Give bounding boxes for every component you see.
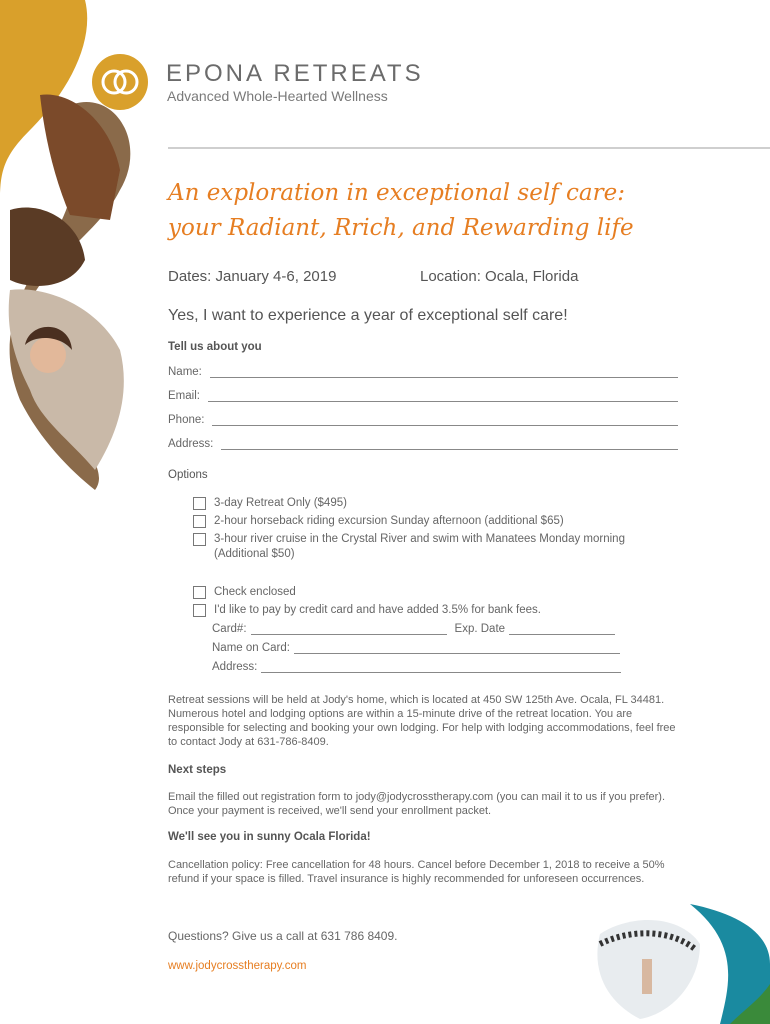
- name-on-card-label: Name on Card:: [212, 642, 290, 654]
- option-label: 2-hour horseback riding excursion Sunday afternoon (additional $65): [214, 515, 564, 527]
- exp-date-input-line[interactable]: [509, 622, 615, 635]
- option-label: Check enclosed: [214, 586, 296, 598]
- card-number-field[interactable]: [212, 622, 615, 635]
- name-label: Name:: [168, 366, 202, 378]
- card-address-input-line[interactable]: [261, 660, 621, 673]
- option-credit-card[interactable]: [193, 603, 644, 618]
- option-label: 3-hour river cruise in the Crystal River and swim with Manatees Monday morning (Additional $50): [214, 533, 625, 560]
- brand-name: EPONA RETREATS: [166, 60, 424, 87]
- option-horseback[interactable]: [193, 514, 644, 529]
- card-address-field[interactable]: [212, 660, 621, 673]
- event-dates: Dates: January 4-6, 2019: [168, 268, 337, 285]
- card-number-input-line[interactable]: [251, 622, 447, 635]
- checkbox[interactable]: [193, 586, 206, 599]
- header-divider: [168, 147, 770, 149]
- questions-contact: Questions? Give us a call at 631 786 8409.: [168, 929, 398, 943]
- retreat-info-paragraph: Retreat sessions will be held at Jody's home, which is located at 450 SW 125th Ave. Ocala, FL 34481. Numerous hotel and lodging options are within a 15-minute drive of the retreat location. You are responsible for selecting and booking your own lodging. For help with lodging accommodations, feel free to contact Jody at 631-786-8409.: [168, 694, 676, 748]
- epona-logo-icon: [92, 54, 148, 110]
- phone-input-line[interactable]: [212, 413, 678, 426]
- email-label: Email:: [168, 390, 200, 402]
- address-label: Address:: [168, 438, 214, 450]
- name-on-card-input-line[interactable]: [294, 641, 620, 654]
- name-field[interactable]: [168, 360, 678, 378]
- phone-field[interactable]: [168, 408, 678, 426]
- phone-label: Phone:: [168, 414, 205, 426]
- card-number-label: Card#:: [212, 623, 247, 635]
- intro-statement: Yes, I want to experience a year of exceptional self care!: [168, 307, 568, 324]
- card-address-label: Address:: [212, 661, 258, 673]
- option-label: 3-day Retreat Only ($495): [214, 497, 347, 509]
- options-title: Options: [168, 469, 208, 481]
- email-input-line[interactable]: [208, 389, 678, 402]
- see-you-message: We'll see you in sunny Ocala Florida!: [168, 831, 371, 843]
- section-title-about: Tell us about you: [168, 341, 262, 353]
- name-input-line[interactable]: [210, 365, 678, 378]
- option-label: I'd like to pay by credit card and have added 3.5% for bank fees.: [214, 604, 541, 616]
- cancellation-policy: Cancellation policy: Free cancellation for 48 hours. Cancel before December 1, 2018 to receive a 50% refund if your space is filled. Travel insurance is highly recommended for unforeseen occurrences.: [168, 859, 665, 885]
- next-steps-title: Next steps: [168, 764, 227, 776]
- checkbox[interactable]: [193, 604, 206, 617]
- option-river-cruise[interactable]: [193, 532, 644, 562]
- next-steps-text: Email the filled out registration form to jody@jodycrosstherapy.com (you can mail it to us if you prefer). Once your payment is received, we'll send your enrollment packet.: [168, 791, 665, 817]
- email-field[interactable]: [168, 384, 678, 402]
- address-input-line[interactable]: [221, 437, 678, 450]
- website-link[interactable]: www.jodycrosstherapy.com: [168, 960, 307, 972]
- name-on-card-field[interactable]: [212, 641, 620, 654]
- event-location: Location: Ocala, Florida: [420, 268, 579, 285]
- address-field[interactable]: [168, 432, 678, 450]
- checkbox[interactable]: [193, 533, 206, 546]
- option-check-enclosed[interactable]: [193, 585, 644, 600]
- option-retreat[interactable]: [193, 496, 644, 511]
- headline-line-1: An exploration in exceptional self care:: [168, 180, 625, 206]
- headline-line-2: your Radiant, Rrich, and Rewarding life: [168, 215, 634, 241]
- checkbox[interactable]: [193, 515, 206, 528]
- brand-tagline: Advanced Whole-Hearted Wellness: [167, 88, 388, 104]
- checkbox[interactable]: [193, 497, 206, 510]
- exp-date-label: Exp. Date: [454, 623, 506, 635]
